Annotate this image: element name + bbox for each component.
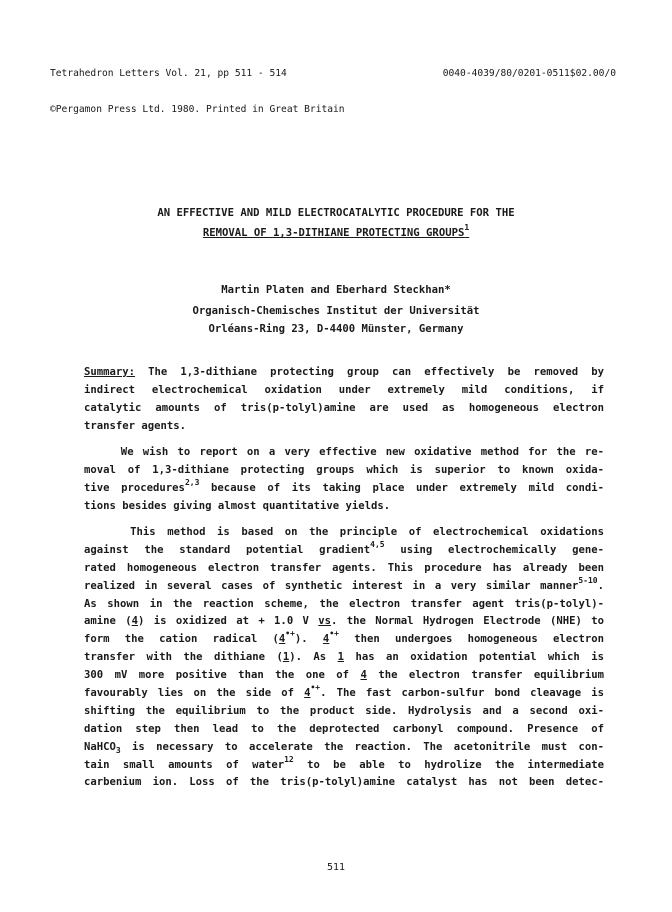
compound-number: 4 [304, 687, 311, 700]
method-paragraph [84, 524, 604, 792]
summary-line: catalytic amounts of tris(p-tolyl)amine are used as homogeneous electron [84, 401, 604, 414]
citation-ref: 12 [284, 754, 294, 764]
body-line [84, 631, 604, 649]
summary-paragraph [84, 364, 604, 436]
text-span: to be able to hydrolize the intermediate [293, 758, 604, 771]
compound-number: 4 [278, 633, 286, 646]
body-line: dation step then lead to the deprotected carbonyl compound. Presence of [84, 722, 604, 735]
summary-label: Summary: [84, 366, 136, 378]
text-span: . The fast carbon-sulfur bond cleavage is [320, 687, 604, 700]
citation-ref: 5-10 [578, 575, 598, 585]
title-line-2-text: REMOVAL OF 1,3-DITHIANE PROTECTING GROUPS [202, 227, 465, 239]
charge-superscript: •+ [329, 629, 339, 639]
compound-number: 4 [131, 615, 139, 628]
body-line: We wish to report on a very effective new oxidative method for the re- [84, 446, 604, 458]
citation-ref: 2,3 [184, 477, 200, 487]
intro-paragraph [84, 444, 604, 516]
address: Orléans-Ring 23, D-4400 Münster, Germany [208, 323, 464, 335]
summary-text: The 1,3-dithiane protecting group can effectively be removed by [135, 366, 604, 378]
citation-ref: 4,5 [370, 539, 385, 549]
body-line [84, 649, 604, 667]
text-span: 300 mV more positive than the one of [84, 669, 361, 682]
body-line: rated homogeneous electron transfer agents. This procedure has already been [84, 561, 604, 574]
text-span: favourably lies on the side of [84, 687, 305, 700]
body-line: This method is based on the principle of electrochemical oxidations [84, 526, 604, 538]
article-title-line-2 [0, 223, 672, 240]
citation-line-2: ©Pergamon Press Ltd. 1980. Printed in Great Britain [50, 104, 345, 115]
text-span: ). As [289, 651, 338, 664]
citation-line-1: Tetrahedron Letters Vol. 21, pp 511 - 514 [50, 68, 287, 79]
article-title-line-1: AN EFFECTIVE AND MILD ELECTROCATALYTIC PROCEDURE FOR THE [157, 207, 515, 219]
text-span: realized in several cases of synthetic interest in a very similar manner [84, 579, 579, 592]
text-span: amine ( [84, 615, 132, 628]
text-span: tain small amounts of water [84, 758, 285, 771]
body-line [84, 539, 605, 560]
body-line: tions besides giving almost quantitative yields. [84, 499, 391, 512]
text-span: is necessary to accelerate the reaction. The acetonitrile must con- [120, 740, 604, 753]
text-span: against the standard potential gradient [84, 543, 371, 556]
text-span: transfer with the dithiane ( [84, 651, 283, 664]
compound-number: 4 [322, 633, 330, 646]
subscript: 3 [115, 745, 121, 755]
compound-number: 1 [337, 651, 344, 664]
text-span: . [597, 579, 604, 592]
summary-line: indirect electrochemical oxidation under extremely mild conditions, if [84, 383, 604, 396]
body-line: As shown in the reaction scheme, the electron transfer agent tris(p-tolyl)- [84, 597, 604, 610]
page-number: 511 [326, 862, 346, 873]
body-line [84, 685, 604, 703]
charge-superscript: •+ [310, 683, 321, 693]
text-span: ). [294, 633, 323, 646]
text-span: then undergoes homogeneous electron [338, 633, 604, 646]
compound-number: 1 [282, 651, 290, 664]
doi-code-text: 0040-4039/80/0201-0511$02.00/0 [442, 68, 616, 79]
body-line [84, 754, 604, 775]
text-span: the electron transfer equilibrium [366, 669, 604, 682]
text-span: tive procedures [84, 481, 185, 494]
text-span: has an oxidation potential which is [344, 651, 604, 664]
journal-citation [50, 44, 345, 128]
text-span: because of its taking place under extremely mild condi- [199, 481, 605, 494]
body-line [84, 667, 604, 685]
body-line: carbenium ion. Loss of the tris(p-tolyl)amine catalyst has not been detec- [84, 776, 604, 789]
vs-abbrev: vs [318, 615, 332, 628]
body-line [84, 477, 605, 498]
body-line [84, 613, 604, 631]
doi-code [443, 44, 616, 92]
summary-line [84, 364, 604, 382]
text-span: using electrochemically gene- [384, 543, 605, 556]
text-span: NaHCO [84, 740, 116, 753]
compound-number: 4 [360, 669, 367, 682]
body-line: moval of 1,3-dithiane protecting groups which is superior to known oxida- [84, 463, 604, 476]
text-span: ) is oxidized at + 1.0 V [138, 615, 319, 628]
body-line [84, 575, 604, 596]
title-footnote-ref: 1 [464, 223, 470, 232]
institution: Organisch-Chemisches Institut der Universität [192, 305, 480, 317]
author-names: Martin Platen and Eberhard Steckhan* [221, 284, 451, 296]
body-line [84, 739, 604, 757]
text-span: form the cation radical ( [84, 633, 279, 646]
text-span: . the Normal Hydrogen Electrode (NHE) to [331, 615, 604, 628]
body-line: shifting the equilibrium to the product side. Hydrolysis and a second oxi- [84, 704, 604, 717]
summary-line: transfer agents. [84, 419, 187, 432]
charge-superscript: •+ [285, 629, 295, 639]
